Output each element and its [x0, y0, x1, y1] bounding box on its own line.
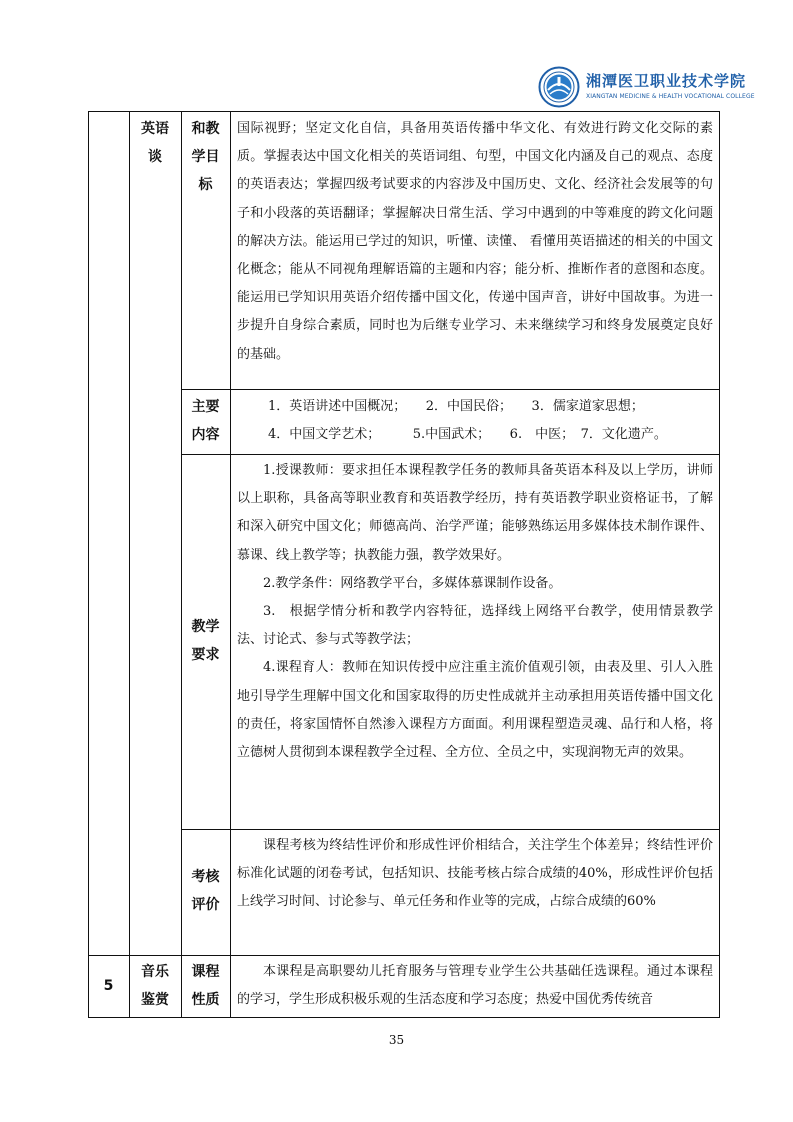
- college-seal-icon: [538, 66, 580, 108]
- content-label: 主要 内容: [191, 399, 220, 443]
- assessment-text: 课程考核为终结性评价和形成性评价相结合，关注学生个体差异；终结性评价标准化试题的闭卷考试，包括知识、技能考核占综合成绩的40%，形成性评价包括上线学习时间、讨论参与、单元任务和作业等的完成，占综合成绩的60%: [237, 838, 713, 910]
- course-name-line: 音乐: [141, 964, 169, 980]
- content-line: 1．英语讲述中国概况； 2．中国民俗； 3．儒家道家思想；: [268, 399, 644, 414]
- table-border-top: [88, 111, 720, 112]
- college-name-en: XIANGTAN MEDICINE & HEALTH VOCATIONAL COLLEGE: [586, 93, 755, 100]
- course-name-line: 英语: [141, 121, 169, 137]
- requirement-item: 4.课程育人：教师在知识传授中应注重主流价值观引领，由表及里、引人入胜地引导学生理解中国文化和国家取得的历史性成就并主动承担用英语传播中国文化的责任，将家国情怀自然渗入课程方方面面。利用课程塑造灵魂、品行和人格，将立德树人贯彻到本课程教学全过程、全方位、全员之中，实现润物无声的效果。: [237, 660, 713, 761]
- requirements-text: [237, 457, 713, 767]
- content-line: 4．中国文学艺术； 5.中国武术； 6. 中医； 7．文化遗产。: [268, 427, 667, 443]
- college-name-cn: 湘潭医卫职业技术学院: [586, 72, 747, 90]
- row-divider: [88, 955, 720, 956]
- column-divider: [129, 111, 130, 1018]
- row-divider: [181, 829, 720, 830]
- assessment-label: 考核 评价: [191, 869, 220, 913]
- requirement-item: 3. 根据学情分析和教学内容特征，选择线上网络平台教学，使用情景教学法、讨论式、参与式等教学法；: [237, 604, 713, 648]
- page-number: 35: [388, 1033, 405, 1047]
- course-nature-label: 课程 性质: [191, 964, 220, 1008]
- course-nature-text: 本课程是高职婴幼儿托育服务与管理专业学生公共基础任选课程。通过本课程的学习，学生形成积极乐观的生活态度和学习态度；热爱中国优秀传统音: [237, 964, 713, 1008]
- course-number: 5: [103, 978, 114, 994]
- content-text: [268, 393, 713, 449]
- course-table: [88, 111, 720, 1018]
- requirement-item: 2.教学条件：网络教学平台，多媒体慕课制作设备。: [263, 575, 562, 591]
- college-logo: [538, 66, 755, 110]
- column-divider: [230, 111, 231, 1018]
- requirement-item: 1.授课教师：要求担任本课程教学任务的教师具备英语本科及以上学历，讲师以上职称，具备高等职业教育和英语教学经历，持有英语教学职业资格证书，了解和深入研究中国文化；师德高尚、治学严谨；能够熟练运用多媒体技术制作课件、慕课、线上教学等；执教能力强，教学效果好。: [237, 463, 713, 563]
- requirements-label: 教学 要求: [191, 619, 220, 663]
- course-name-line: 鉴赏: [141, 992, 169, 1008]
- row-divider: [181, 454, 720, 455]
- course-name-cell: [129, 115, 181, 171]
- table-border-bottom: [88, 1017, 720, 1018]
- row-divider: [181, 389, 720, 390]
- course-name-cell: [129, 958, 181, 1014]
- course-name-line: 谈: [148, 149, 162, 165]
- objectives-text: 国际视野；坚定文化自信，具备用英语传播中华文化、有效进行跨文化交际的素质。掌握表达中国文化相关的英语词组、句型，中国文化内涵及自己的观点、态度的英语表达；掌握四级考试要求的内容涉及中国历史、文化、经济社会发展等的句子和小段落的英语翻译；掌握解决日常生活、学习中遇到的中等难度的跨文化问题的解决方法。能运用已学过的知识，听懂、读懂、 看懂用英语描述的相关的中国文化概念；能从不同视角理解语篇的主题和内容；能分析、推断作者的意图和态度。能运用已学知识用英语介绍传播中国文化，传递中国声音，讲好中国故事。为进一步提升自身综合素质，同时也为后继专业学习、未来继续学习和终身发展奠定良好的基础。: [237, 121, 713, 362]
- table-border-left: [88, 111, 89, 1018]
- objectives-label: 和教 学目 标: [191, 121, 220, 193]
- table-border-right: [719, 111, 720, 1018]
